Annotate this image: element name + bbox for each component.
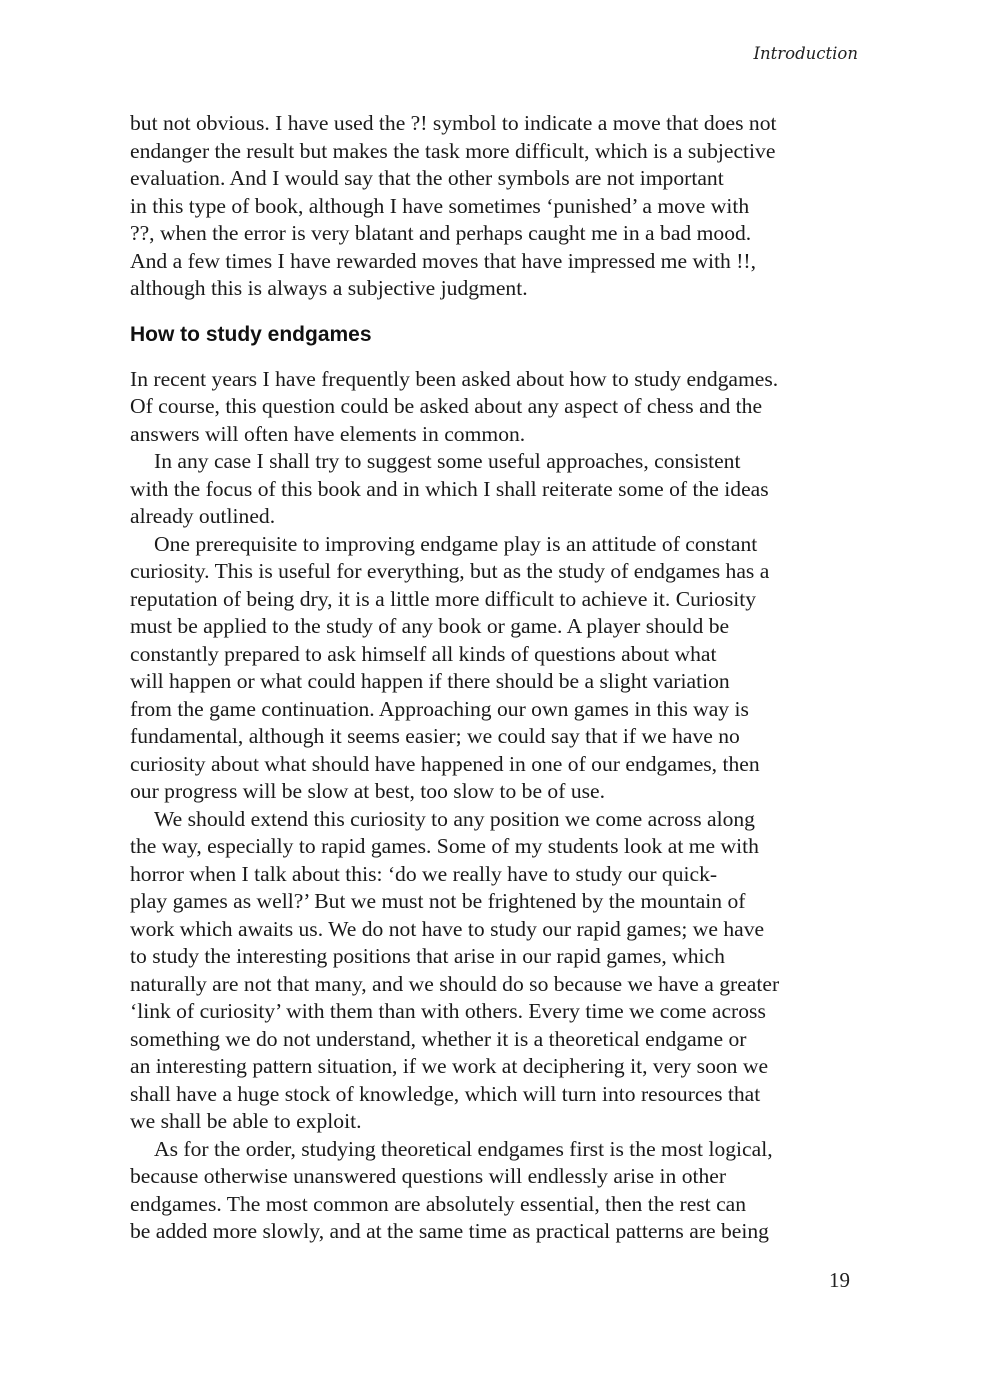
text-line: but not obvious. I have used the ?! symbol to indicate a move that does not	[130, 111, 777, 135]
text-line: Of course, this question could be asked about any aspect of chess and the	[130, 394, 763, 419]
text-line: the way, especially to rapid games. Some of my students look at me with	[130, 834, 759, 859]
text-line: we shall be able to exploit.	[130, 1109, 362, 1134]
running-head: Introduction	[753, 44, 858, 63]
text-line: shall have a huge stock of knowledge, which will turn into resources that	[130, 1081, 761, 1106]
text-line: because otherwise unanswered questions will endlessly arise in other	[130, 1164, 727, 1189]
text-line: And a few times I have rewarded moves that have impressed me with !!,	[130, 248, 757, 273]
text-line: horror when I talk about this: ‘do we really have to study our quick-	[130, 861, 718, 886]
text-line: although this is always a subjective judgment.	[130, 276, 528, 300]
paragraph-1	[130, 366, 870, 449]
text-line: endgames. The most common are absolutely essential, then the rest can	[130, 1191, 747, 1216]
text-line: answers will often have elements in common.	[130, 421, 526, 446]
text-line: evaluation. And I would say that the other symbols are not important	[130, 166, 724, 190]
text-line: an interesting pattern situation, if we work at deciphering it, very soon we	[130, 1054, 769, 1079]
intro-paragraph	[130, 110, 870, 303]
text-line: curiosity. This is useful for everything, but as the study of endgames has a	[130, 559, 770, 584]
text-line: naturally are not that many, and we should do so because we have a greater	[130, 971, 780, 996]
text-line: fundamental, although it seems easier; we could say that if we have no	[130, 724, 740, 749]
text-line: curiosity about what should have happened in one of our endgames, then	[130, 751, 760, 776]
text-line: ??, when the error is very blatant and perhaps caught me in a bad mood.	[130, 221, 752, 245]
text-line: reputation of being dry, it is a little more difficult to achieve it. Curiosity	[130, 586, 757, 611]
text-line: our progress will be slow at best, too slow to be of use.	[130, 779, 605, 804]
text-line: already outlined.	[130, 504, 276, 529]
text-line: In recent years I have frequently been asked about how to study endgames.	[130, 366, 779, 391]
paragraph-4	[130, 806, 870, 1136]
paragraph-3	[130, 531, 870, 806]
section-heading: How to study endgames	[130, 322, 372, 346]
text-line: from the game continuation. Approaching our own games in this way is	[130, 696, 749, 721]
text-line: In any case I shall try to suggest some useful approaches, consistent	[154, 449, 741, 474]
text-line: be added more slowly, and at the same time as practical patterns are being	[130, 1219, 769, 1244]
text-line: in this type of book, although I have sometimes ‘punished’ a move with	[130, 193, 750, 218]
text-line: endanger the result but makes the task more difficult, which is a subjective	[130, 138, 776, 163]
text-line: We should extend this curiosity to any position we come across along	[154, 806, 755, 831]
text-line: ‘link of curiosity’ with them than with others. Every time we come across	[130, 999, 766, 1024]
text-line: with the focus of this book and in which I shall reiterate some of the ideas	[130, 476, 769, 501]
text-line: must be applied to the study of any book or game. A player should be	[130, 614, 730, 639]
text-line: play games as well?’ But we must not be frightened by the mountain of	[130, 889, 746, 914]
text-line: One prerequisite to improving endgame play is an attitude of constant	[154, 531, 758, 556]
body-text	[130, 110, 870, 1246]
text-line: will happen or what could happen if there should be a slight variation	[130, 669, 730, 694]
text-line: something we do not understand, whether it is a theoretical endgame or	[130, 1026, 747, 1051]
text-line: constantly prepared to ask himself all kinds of questions about what	[130, 641, 717, 666]
text-line: to study the interesting positions that arise in our rapid games, which	[130, 944, 725, 969]
paragraph-5	[130, 1136, 870, 1246]
page-number: 19	[829, 1268, 850, 1292]
text-line: work which awaits us. We do not have to study our rapid games; we have	[130, 916, 765, 941]
text-line: As for the order, studying theoretical endgames first is the most logical,	[154, 1136, 773, 1161]
paragraph-2	[130, 448, 870, 531]
